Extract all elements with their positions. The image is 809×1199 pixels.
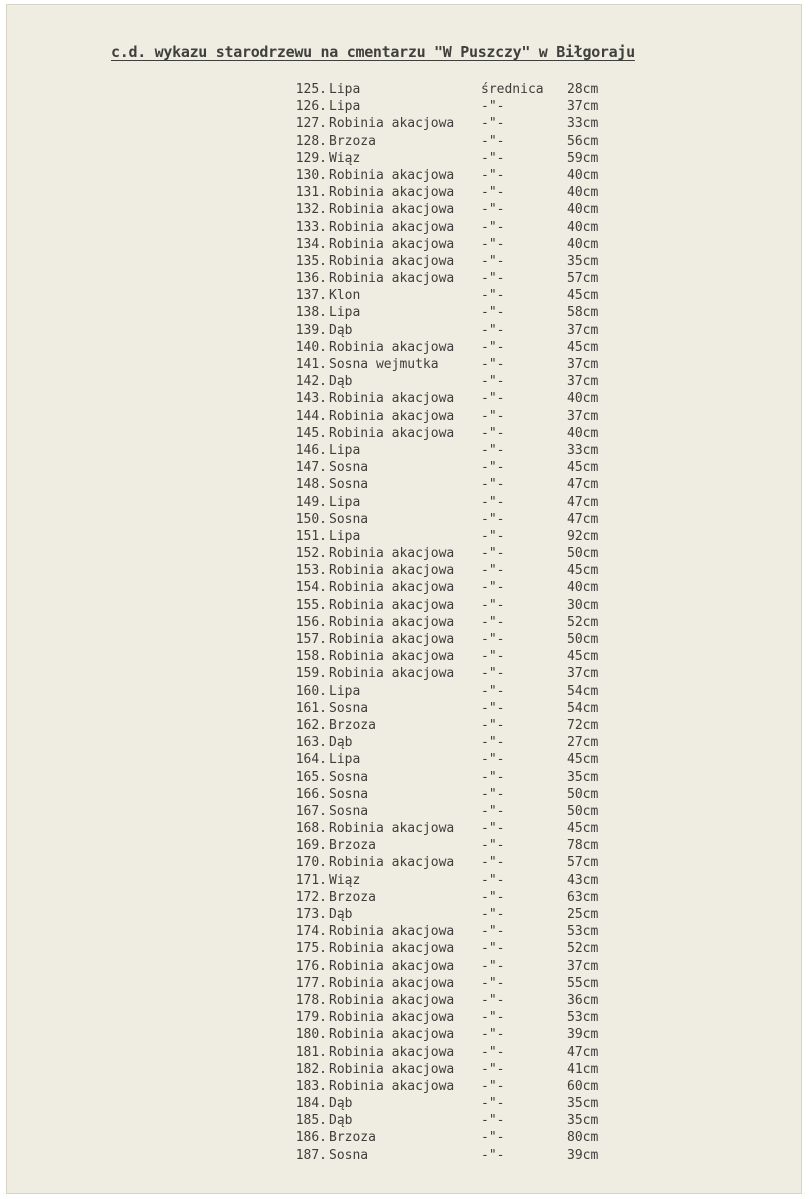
diameter-ditto: -"-: [481, 614, 505, 630]
diameter-value: 47cm: [567, 494, 599, 510]
item-number: 150.: [295, 511, 327, 527]
diameter-ditto: -"-: [481, 442, 505, 458]
diameter-ditto: -"-: [481, 202, 505, 218]
diameter-value: 72cm: [567, 717, 599, 733]
diameter-value: 30cm: [567, 597, 599, 613]
tree-species: Brzoza: [329, 889, 376, 905]
diameter-value: 40cm: [567, 425, 599, 441]
diameter-ditto: -"-: [481, 769, 505, 785]
tree-species: Robinia akacjowa: [329, 563, 455, 579]
diameter-value: 47cm: [567, 1044, 599, 1060]
item-number: 130.: [295, 167, 327, 183]
item-number: 161.: [295, 700, 327, 716]
tree-species: Robinia akacjowa: [329, 632, 455, 647]
item-number: 140.: [295, 339, 327, 355]
item-number: 158.: [295, 649, 327, 665]
tree-species: Robinia akacjowa: [329, 1010, 455, 1026]
diameter-value: 45cm: [567, 821, 599, 837]
diameter-value: 47cm: [567, 511, 599, 527]
tree-species: Robinia akacjowa: [329, 202, 455, 218]
item-number: 133.: [295, 219, 327, 235]
item-number: 165.: [295, 769, 327, 785]
diameter-ditto: -"-: [481, 632, 505, 647]
tree-species: Robinia akacjowa: [329, 1044, 455, 1060]
diameter-ditto: -"-: [481, 236, 505, 252]
item-number: 137.: [295, 288, 327, 304]
item-number: 162.: [295, 717, 327, 733]
diameter-ditto: -"-: [481, 1078, 505, 1094]
diameter-ditto: -"-: [481, 924, 505, 940]
item-number: 184.: [295, 1096, 327, 1112]
item-number: 187.: [295, 1147, 327, 1163]
item-number: 154.: [295, 580, 327, 596]
diameter-ditto: -"-: [481, 460, 505, 476]
tree-species: Robinia akacjowa: [329, 975, 455, 991]
diameter-ditto: -"-: [481, 305, 505, 321]
diameter-ditto: średnica: [481, 82, 544, 97]
diameter-ditto: -"-: [481, 339, 505, 355]
item-number: 173.: [295, 907, 327, 922]
item-number: 170.: [295, 855, 327, 871]
diameter-ditto: -"-: [481, 563, 505, 579]
diameter-ditto: -"-: [481, 425, 505, 441]
tree-species: Brzoza: [329, 1130, 376, 1146]
tree-species: Dąb: [329, 735, 353, 751]
diameter-ditto: -"-: [481, 271, 505, 287]
tree-species: Dąb: [329, 322, 353, 338]
diameter-ditto: -"-: [481, 253, 505, 269]
tree-species: Robinia akacjowa: [329, 821, 455, 837]
diameter-value: 40cm: [567, 236, 599, 252]
diameter-value: 40cm: [567, 580, 599, 596]
tree-species: Sosna: [329, 460, 369, 476]
diameter-value: 45cm: [567, 339, 599, 355]
diameter-ditto: -"-: [481, 597, 505, 613]
item-number: 174.: [295, 924, 327, 940]
tree-species: Robinia akacjowa: [329, 649, 455, 665]
item-number: 168.: [295, 821, 327, 837]
diameter-ditto: -"-: [481, 374, 505, 390]
diameter-value: 45cm: [567, 288, 599, 304]
item-number: 156.: [295, 614, 327, 630]
diameter-value: 45cm: [567, 649, 599, 665]
item-number: 126.: [295, 99, 327, 115]
tree-species: Robinia akacjowa: [329, 116, 455, 132]
diameter-value: 37cm: [567, 374, 599, 390]
diameter-ditto: -"-: [481, 992, 505, 1008]
item-number: 182.: [295, 1061, 327, 1077]
tree-species: Robinia akacjowa: [329, 614, 455, 630]
item-number: 183.: [295, 1078, 327, 1094]
diameter-ditto: -"-: [481, 1061, 505, 1077]
diameter-ditto: -"-: [481, 1130, 505, 1146]
diameter-ditto: -"-: [481, 838, 505, 854]
diameter-ditto: -"-: [481, 649, 505, 665]
tree-species: Robinia akacjowa: [329, 185, 455, 201]
tree-species: Sosna: [329, 786, 369, 802]
tree-species: Robinia akacjowa: [329, 941, 455, 957]
tree-species: Robinia akacjowa: [329, 253, 455, 269]
diameter-value: 33cm: [567, 442, 599, 458]
diameter-ditto: -"-: [481, 889, 505, 905]
tree-species: Robinia akacjowa: [329, 425, 455, 441]
item-number: 163.: [295, 735, 327, 751]
diameter-ditto: -"-: [481, 1044, 505, 1060]
diameter-ditto: -"-: [481, 116, 505, 132]
tree-species: Robinia akacjowa: [329, 391, 455, 407]
diameter-value: 45cm: [567, 460, 599, 476]
diameter-ditto: -"-: [481, 958, 505, 974]
diameter-value: 37cm: [567, 408, 599, 424]
item-number: 146.: [295, 442, 327, 458]
item-number: 129.: [295, 150, 327, 166]
diameter-ditto: -"-: [481, 391, 505, 407]
item-number: 131.: [295, 185, 327, 201]
tree-species: Dąb: [329, 374, 353, 390]
tree-species: Lipa: [329, 528, 361, 544]
item-number: 153.: [295, 563, 327, 579]
item-number: 141.: [295, 357, 327, 372]
item-number: 166.: [295, 786, 327, 802]
tree-species: Dąb: [329, 907, 353, 922]
diameter-value: 53cm: [567, 924, 599, 940]
diameter-ditto: -"-: [481, 1113, 505, 1129]
item-number: 179.: [295, 1010, 327, 1026]
diameter-value: 40cm: [567, 202, 599, 218]
diameter-ditto: -"-: [481, 219, 505, 235]
diameter-value: 56cm: [567, 133, 599, 149]
diameter-ditto: -"-: [481, 821, 505, 837]
diameter-ditto: -"-: [481, 477, 505, 493]
tree-species: Robinia akacjowa: [329, 408, 455, 424]
item-number: 178.: [295, 992, 327, 1008]
item-number: 138.: [295, 305, 327, 321]
tree-species: Robinia akacjowa: [329, 1027, 455, 1043]
item-number: 177.: [295, 975, 327, 991]
item-number: 164.: [295, 752, 327, 768]
item-number: 169.: [295, 838, 327, 854]
diameter-ditto: -"-: [481, 357, 505, 372]
diameter-value: 63cm: [567, 889, 599, 905]
diameter-value: 33cm: [567, 116, 599, 132]
tree-species: Robinia akacjowa: [329, 597, 455, 613]
tree-species: Robinia akacjowa: [329, 167, 455, 183]
diameter-value: 40cm: [567, 167, 599, 183]
diameter-value: 27cm: [567, 735, 599, 751]
diameter-ditto: -"-: [481, 803, 505, 819]
tree-species: Lipa: [329, 494, 361, 510]
tree-species: Robinia akacjowa: [329, 271, 455, 287]
document-page: [6, 4, 802, 1194]
diameter-value: 39cm: [567, 1027, 599, 1043]
tree-species: Robinia akacjowa: [329, 992, 455, 1008]
tree-species: Robinia akacjowa: [329, 1078, 455, 1094]
item-number: 155.: [295, 597, 327, 613]
item-number: 149.: [295, 494, 327, 510]
item-number: 128.: [295, 133, 327, 149]
diameter-value: 50cm: [567, 632, 599, 647]
diameter-value: 52cm: [567, 941, 599, 957]
tree-species: Lipa: [329, 305, 361, 321]
diameter-ditto: -"-: [481, 1147, 505, 1163]
diameter-ditto: -"-: [481, 941, 505, 957]
item-number: 181.: [295, 1044, 327, 1060]
diameter-value: 40cm: [567, 391, 599, 407]
diameter-ditto: -"-: [481, 1010, 505, 1026]
diameter-ditto: -"-: [481, 1027, 505, 1043]
diameter-ditto: -"-: [481, 494, 505, 510]
diameter-value: 37cm: [567, 322, 599, 338]
item-number: 125.: [295, 82, 327, 97]
diameter-value: 39cm: [567, 1147, 599, 1163]
tree-species: Lipa: [329, 752, 361, 768]
tree-species: Robinia akacjowa: [329, 924, 455, 940]
item-number: 139.: [295, 322, 327, 338]
diameter-value: 45cm: [567, 752, 599, 768]
tree-species: Sosna wejmutka: [329, 357, 439, 372]
diameter-value: 35cm: [567, 769, 599, 785]
item-number: 176.: [295, 958, 327, 974]
diameter-value: 41cm: [567, 1061, 599, 1077]
diameter-ditto: -"-: [481, 546, 505, 562]
diameter-value: 37cm: [567, 958, 599, 974]
diameter-value: 40cm: [567, 185, 599, 201]
diameter-value: 25cm: [567, 907, 599, 922]
item-number: 172.: [295, 889, 327, 905]
diameter-ditto: -"-: [481, 907, 505, 922]
item-number: 160.: [295, 683, 327, 699]
diameter-value: 35cm: [567, 1113, 599, 1129]
diameter-value: 35cm: [567, 253, 599, 269]
diameter-ditto: -"-: [481, 150, 505, 166]
diameter-value: 58cm: [567, 305, 599, 321]
item-number: 134.: [295, 236, 327, 252]
tree-species: Brzoza: [329, 717, 376, 733]
diameter-ditto: -"-: [481, 872, 505, 888]
item-number: 185.: [295, 1113, 327, 1129]
item-number: 147.: [295, 460, 327, 476]
tree-species: Sosna: [329, 700, 369, 716]
diameter-value: 37cm: [567, 357, 599, 372]
diameter-value: 53cm: [567, 1010, 599, 1026]
tree-species: Brzoza: [329, 133, 376, 149]
diameter-value: 43cm: [567, 872, 599, 888]
tree-species: Robinia akacjowa: [329, 855, 455, 871]
diameter-ditto: -"-: [481, 322, 505, 338]
tree-species: Klon: [329, 288, 361, 304]
tree-species: Robinia akacjowa: [329, 1061, 455, 1077]
diameter-ditto: -"-: [481, 408, 505, 424]
item-number: 186.: [295, 1130, 327, 1146]
tree-species: Lipa: [329, 82, 361, 97]
diameter-value: 50cm: [567, 546, 599, 562]
item-number: 171.: [295, 872, 327, 888]
item-number: 135.: [295, 253, 327, 269]
diameter-ditto: -"-: [481, 683, 505, 699]
diameter-ditto: -"-: [481, 133, 505, 149]
diameter-value: 55cm: [567, 975, 599, 991]
item-number: 159.: [295, 666, 327, 682]
item-number: 127.: [295, 116, 327, 132]
diameter-value: 59cm: [567, 150, 599, 166]
diameter-ditto: -"-: [481, 528, 505, 544]
diameter-value: 36cm: [567, 992, 599, 1008]
diameter-ditto: -"-: [481, 511, 505, 527]
item-number: 152.: [295, 546, 327, 562]
tree-species: Robinia akacjowa: [329, 546, 455, 562]
tree-species: Robinia akacjowa: [329, 339, 455, 355]
diameter-ditto: -"-: [481, 1096, 505, 1112]
diameter-ditto: -"-: [481, 975, 505, 991]
item-number: 151.: [295, 528, 327, 544]
tree-species: Robinia akacjowa: [329, 958, 455, 974]
diameter-value: 60cm: [567, 1078, 599, 1094]
item-number: 136.: [295, 271, 327, 287]
diameter-value: 37cm: [567, 666, 599, 682]
tree-species: Dąb: [329, 1096, 353, 1112]
diameter-ditto: -"-: [481, 700, 505, 716]
item-number: 144.: [295, 408, 327, 424]
diameter-ditto: -"-: [481, 288, 505, 304]
page-heading: c.d. wykazu starodrzewu na cmentarzu "W Puszczy" w Biłgoraju: [111, 43, 635, 61]
tree-species: Robinia akacjowa: [329, 580, 455, 596]
diameter-ditto: -"-: [481, 99, 505, 115]
diameter-ditto: -"-: [481, 185, 505, 201]
item-number: 145.: [295, 425, 327, 441]
tree-species: Wiąz: [329, 872, 361, 888]
diameter-ditto: -"-: [481, 666, 505, 682]
tree-species: Lipa: [329, 99, 361, 115]
tree-species: Dąb: [329, 1113, 353, 1129]
tree-species: Sosna: [329, 769, 369, 785]
tree-species: Sosna: [329, 803, 369, 819]
item-number: 157.: [295, 632, 327, 647]
diameter-value: 50cm: [567, 786, 599, 802]
tree-species: Lipa: [329, 442, 361, 458]
diameter-value: 57cm: [567, 855, 599, 871]
diameter-value: 47cm: [567, 477, 599, 493]
item-number: 142.: [295, 374, 327, 390]
diameter-value: 92cm: [567, 528, 599, 544]
diameter-value: 40cm: [567, 219, 599, 235]
diameter-value: 37cm: [567, 99, 599, 115]
tree-species: Robinia akacjowa: [329, 219, 455, 235]
diameter-ditto: -"-: [481, 167, 505, 183]
diameter-ditto: -"-: [481, 735, 505, 751]
diameter-ditto: -"-: [481, 580, 505, 596]
item-number: 175.: [295, 941, 327, 957]
diameter-ditto: -"-: [481, 855, 505, 871]
tree-species: Wiąz: [329, 150, 361, 166]
diameter-value: 50cm: [567, 803, 599, 819]
tree-species: Sosna: [329, 477, 369, 493]
tree-species: Robinia akacjowa: [329, 236, 455, 252]
diameter-value: 35cm: [567, 1096, 599, 1112]
diameter-value: 78cm: [567, 838, 599, 854]
diameter-value: 45cm: [567, 563, 599, 579]
item-number: 180.: [295, 1027, 327, 1043]
diameter-value: 80cm: [567, 1130, 599, 1146]
tree-species: Sosna: [329, 511, 369, 527]
diameter-ditto: -"-: [481, 717, 505, 733]
tree-species: Sosna: [329, 1147, 369, 1163]
diameter-ditto: -"-: [481, 786, 505, 802]
item-number: 148.: [295, 477, 327, 493]
diameter-value: 57cm: [567, 271, 599, 287]
tree-species: Robinia akacjowa: [329, 666, 455, 682]
item-number: 143.: [295, 391, 327, 407]
diameter-value: 54cm: [567, 700, 599, 716]
tree-species: Brzoza: [329, 838, 376, 854]
tree-species: Lipa: [329, 683, 361, 699]
diameter-value: 28cm: [567, 82, 599, 97]
item-number: 132.: [295, 202, 327, 218]
diameter-value: 54cm: [567, 683, 599, 699]
diameter-value: 52cm: [567, 614, 599, 630]
item-number: 167.: [295, 803, 327, 819]
diameter-ditto: -"-: [481, 752, 505, 768]
